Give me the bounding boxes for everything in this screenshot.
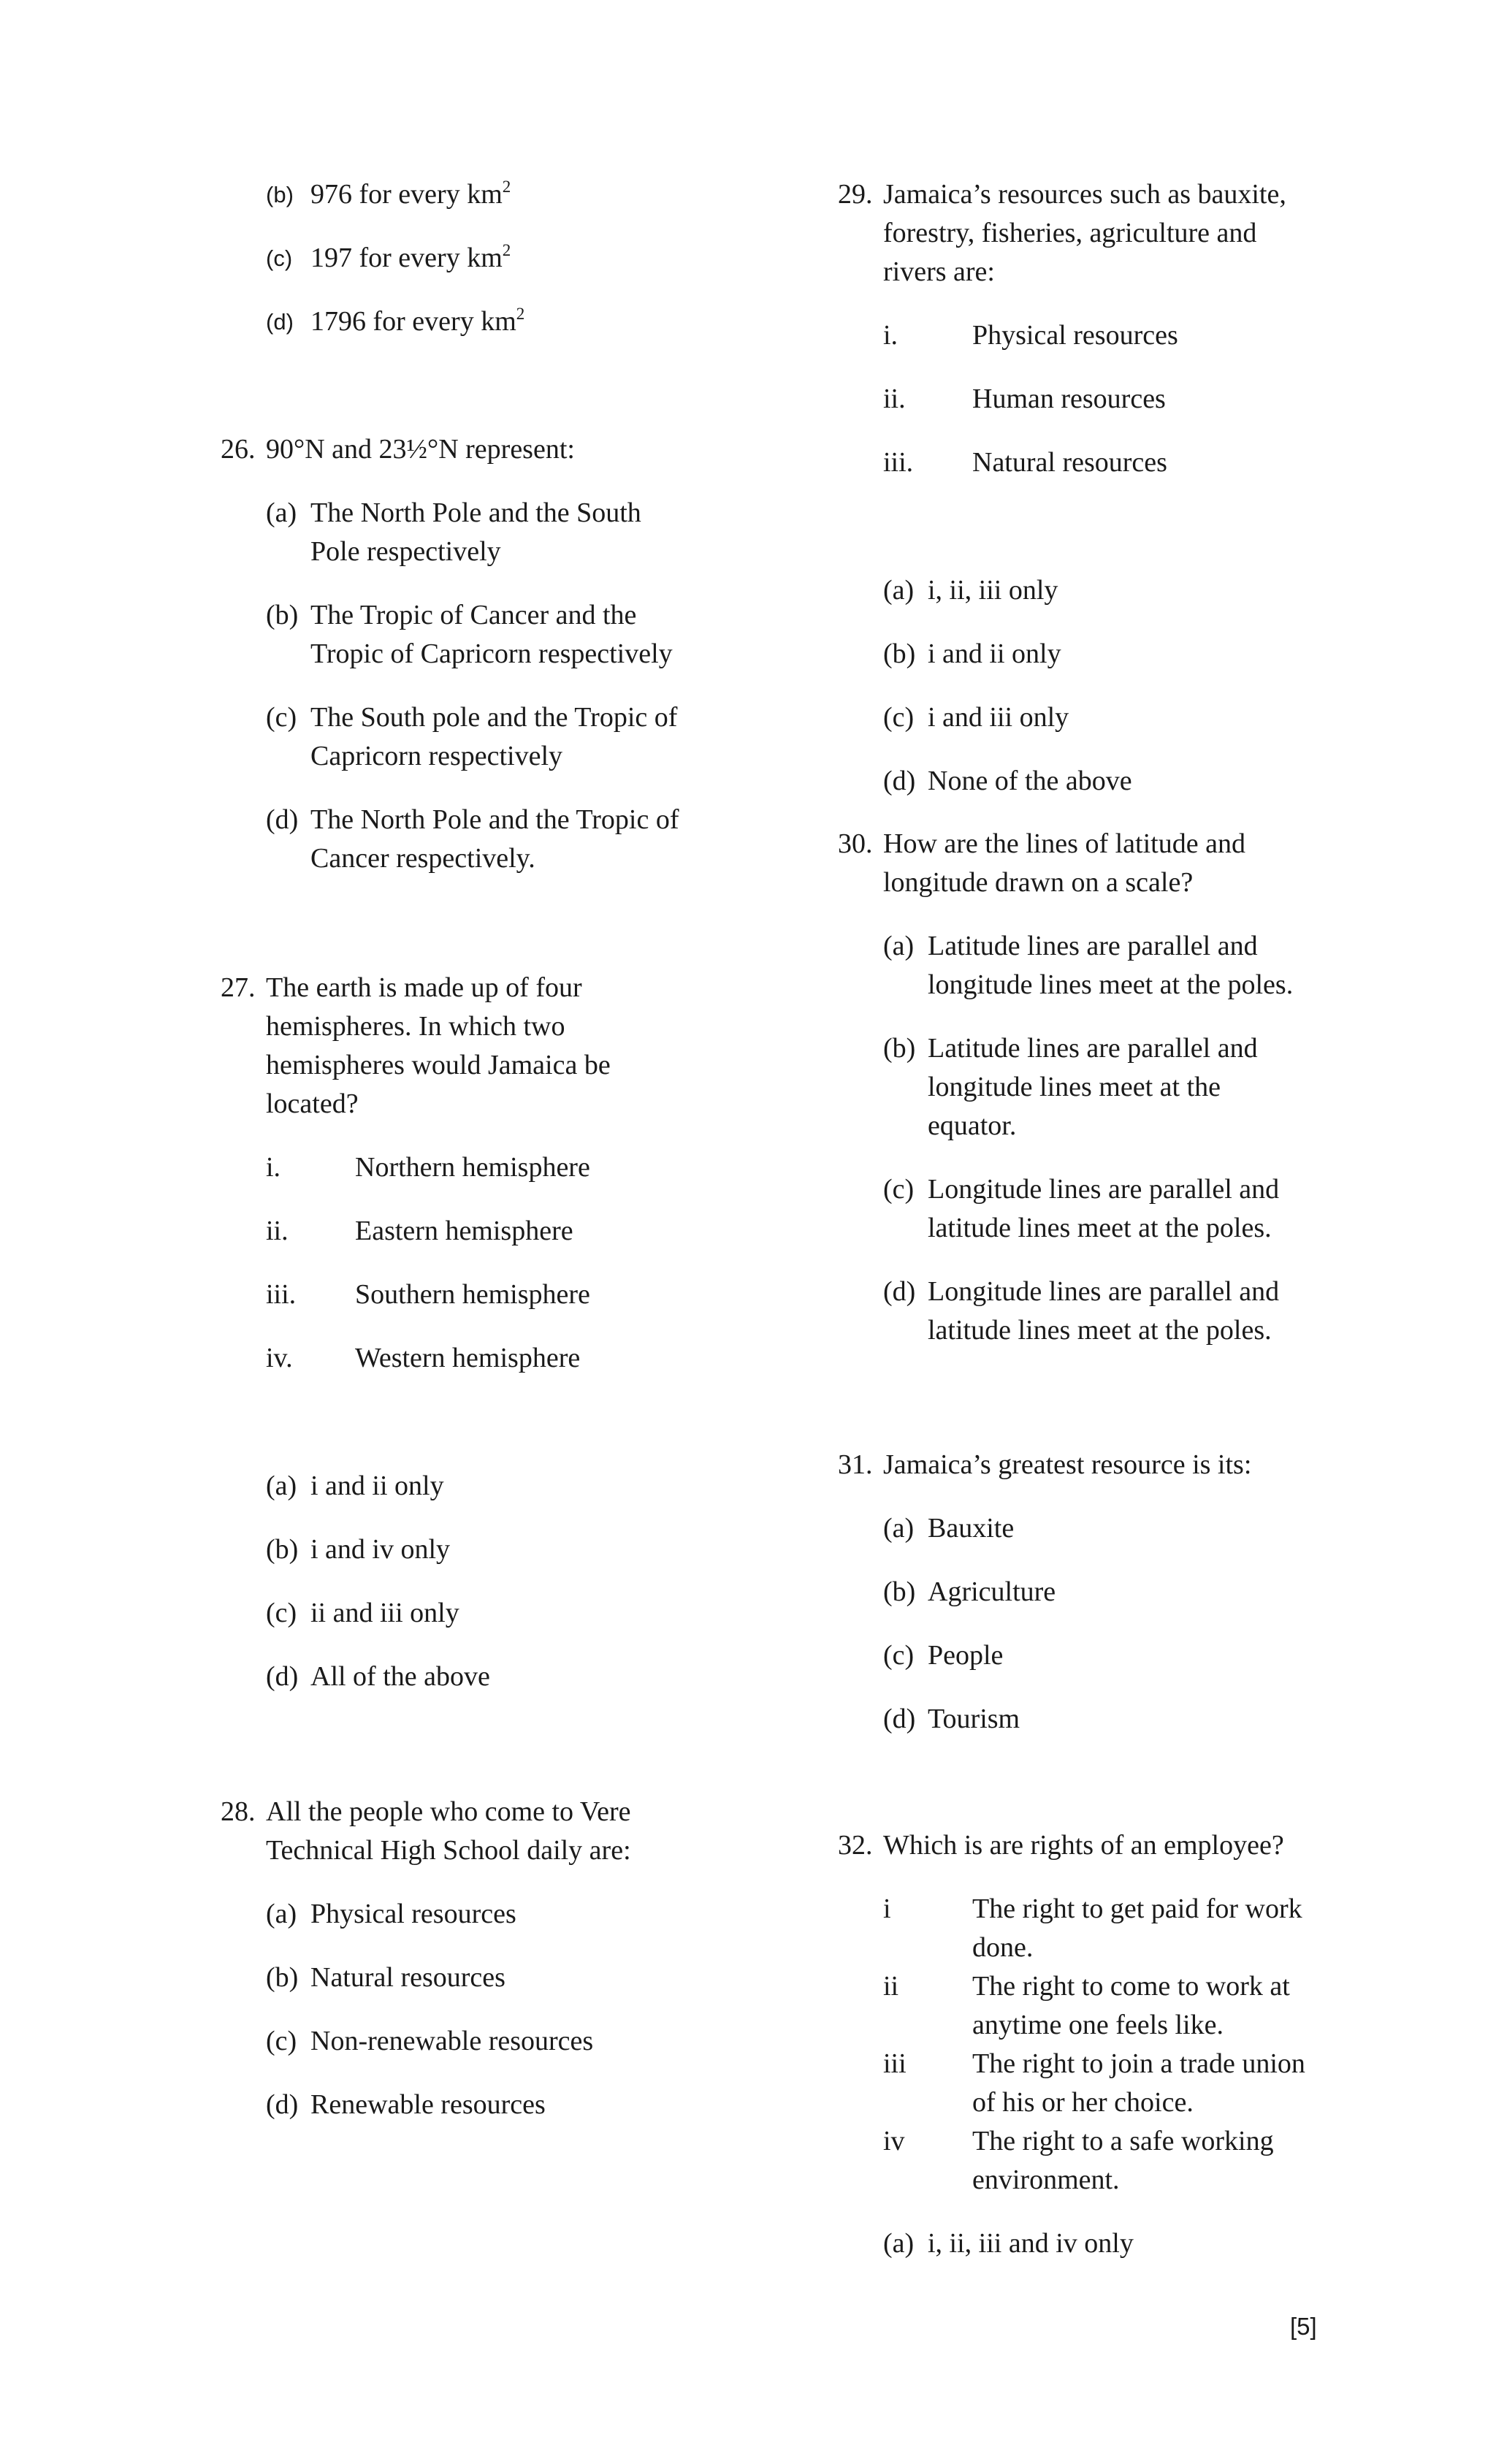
statement-text: Natural resources bbox=[972, 447, 1167, 478]
statement-text: Southern hemisphere bbox=[355, 1279, 590, 1310]
option-text: The North Pole and the Tropic of bbox=[310, 804, 679, 835]
option-label: (c) bbox=[266, 1598, 297, 1628]
option-label: (d) bbox=[266, 804, 299, 835]
statement-label: i. bbox=[883, 320, 898, 351]
question-text: Which is are rights of an employee? bbox=[883, 1830, 1284, 1861]
statement-label: ii. bbox=[883, 384, 906, 414]
option-label: (a) bbox=[883, 931, 915, 961]
option-label: (b) bbox=[883, 1576, 916, 1607]
statement-label: iv bbox=[883, 2126, 905, 2156]
option-text: All of the above bbox=[310, 1661, 490, 1692]
option-label: (d) bbox=[266, 309, 294, 335]
option-label: (c) bbox=[883, 1174, 915, 1205]
option-text: Cancer respectively. bbox=[310, 843, 535, 874]
option-text: i and iv only bbox=[310, 1534, 451, 1565]
question-number: 32. bbox=[838, 1830, 873, 1861]
option-text: None of the above bbox=[928, 766, 1132, 796]
option-label: (a) bbox=[883, 2228, 915, 2259]
option-text: Renewable resources bbox=[310, 2089, 546, 2120]
option-label: (b) bbox=[266, 1534, 299, 1565]
question-text: hemispheres. In which two bbox=[266, 1011, 565, 1042]
statement-text: The right to join a trade union bbox=[972, 2048, 1305, 2079]
statement-label: iv. bbox=[266, 1343, 293, 1373]
option-text: Capricorn respectively bbox=[310, 741, 563, 771]
statement-text: environment. bbox=[972, 2164, 1120, 2195]
question-text: rivers are: bbox=[883, 256, 995, 287]
statement-label: ii. bbox=[266, 1216, 289, 1246]
option-text: i and ii only bbox=[310, 1471, 444, 1501]
option-label: (c) bbox=[883, 702, 915, 733]
option-text: Agriculture bbox=[928, 1576, 1056, 1607]
question-number: 27. bbox=[221, 972, 256, 1003]
statement-label: i bbox=[883, 1893, 891, 1924]
option-text: longitude lines meet at the poles. bbox=[928, 969, 1294, 1000]
option-label: (b) bbox=[266, 182, 294, 207]
question-number: 26. bbox=[221, 434, 256, 465]
question-text: Jamaica’s resources such as bauxite, bbox=[883, 179, 1286, 210]
statement-text: Physical resources bbox=[972, 320, 1178, 351]
superscript: 2 bbox=[502, 241, 511, 259]
option-label: (b) bbox=[266, 1962, 299, 1993]
superscript: 2 bbox=[502, 178, 511, 196]
option-text: i and iii only bbox=[928, 702, 1069, 733]
option-text: Physical resources bbox=[310, 1899, 516, 1929]
question-text: All the people who come to Vere bbox=[266, 1796, 631, 1827]
option-text: i, ii, iii and iv only bbox=[928, 2228, 1134, 2259]
question-text: The earth is made up of four bbox=[266, 972, 582, 1003]
question-number: 29. bbox=[838, 179, 873, 210]
page-number: [5] bbox=[1290, 2313, 1317, 2340]
option-text: Latitude lines are parallel and bbox=[928, 931, 1258, 961]
statement-text: Northern hemisphere bbox=[355, 1152, 590, 1183]
option-label: (b) bbox=[266, 600, 299, 630]
option-text: The North Pole and the South bbox=[310, 497, 641, 528]
option-text: Non-renewable resources bbox=[310, 2026, 594, 2056]
statement-label: iii. bbox=[266, 1279, 297, 1310]
statement-text: The right to a safe working bbox=[972, 2126, 1274, 2156]
option-text: longitude lines meet at the bbox=[928, 1072, 1221, 1102]
option-label: (a) bbox=[883, 1513, 915, 1544]
option-text: People bbox=[928, 1640, 1004, 1671]
question-text: 90°N and 23½°N represent: bbox=[266, 434, 575, 465]
option-text: 1796 for every $km^2$ bbox=[310, 305, 525, 337]
option-label: (d) bbox=[883, 1276, 916, 1307]
option-text: i, ii, iii only bbox=[928, 575, 1058, 606]
option-text: Bauxite bbox=[928, 1513, 1015, 1544]
option-label: (b) bbox=[883, 638, 916, 669]
question-text: How are the lines of latitude and bbox=[883, 828, 1245, 859]
question-number: 31. bbox=[838, 1449, 873, 1480]
statement-text: Human resources bbox=[972, 384, 1166, 414]
statement-text: of his or her choice. bbox=[972, 2087, 1194, 2118]
question-text: longitude drawn on a scale? bbox=[883, 867, 1194, 898]
statement-text: Eastern hemisphere bbox=[355, 1216, 573, 1246]
option-text: Tourism bbox=[928, 1704, 1020, 1734]
option-text: Longitude lines are parallel and bbox=[928, 1174, 1280, 1205]
question-text: Jamaica’s greatest resource is its: bbox=[883, 1449, 1252, 1480]
option-text: Latitude lines are parallel and bbox=[928, 1033, 1258, 1064]
statement-text: Western hemisphere bbox=[355, 1343, 581, 1373]
option-text: Pole respectively bbox=[310, 536, 501, 567]
option-label: (a) bbox=[266, 497, 297, 528]
option-label: (a) bbox=[266, 1899, 297, 1929]
option-label: (c) bbox=[266, 2026, 297, 2056]
superscript: 2 bbox=[516, 305, 525, 323]
statement-text: done. bbox=[972, 1932, 1034, 1963]
statement-text: anytime one feels like. bbox=[972, 2010, 1224, 2040]
option-text: The South pole and the Tropic of bbox=[310, 702, 678, 733]
option-text: Tropic of Capricorn respectively bbox=[310, 638, 673, 669]
option-label: (d) bbox=[883, 1704, 916, 1734]
statement-text: The right to get paid for work bbox=[972, 1893, 1302, 1924]
option-label: (c) bbox=[883, 1640, 915, 1671]
statement-label: iii. bbox=[883, 447, 914, 478]
option-text: The Tropic of Cancer and the bbox=[310, 600, 637, 630]
option-label: (c) bbox=[266, 702, 297, 733]
option-text: equator. bbox=[928, 1110, 1017, 1141]
option-text: 976 for every $km^2$ bbox=[310, 178, 511, 210]
option-label: (d) bbox=[266, 1661, 299, 1692]
question-text: Technical High School daily are: bbox=[266, 1835, 631, 1866]
option-label: (a) bbox=[883, 575, 915, 606]
option-label: (d) bbox=[266, 2089, 299, 2120]
statement-label: iii bbox=[883, 2048, 907, 2079]
option-label: (b) bbox=[883, 1033, 916, 1064]
option-text: Longitude lines are parallel and bbox=[928, 1276, 1280, 1307]
option-text: i and ii only bbox=[928, 638, 1061, 669]
option-text: 197 for every $km^2$ bbox=[310, 241, 511, 273]
option-text: latitude lines meet at the poles. bbox=[928, 1213, 1272, 1243]
option-label: (d) bbox=[883, 766, 916, 796]
option-text: latitude lines meet at the poles. bbox=[928, 1315, 1272, 1346]
question-text: hemispheres would Jamaica be bbox=[266, 1050, 611, 1080]
question-number: 30. bbox=[838, 828, 873, 859]
question-text: forestry, fisheries, agriculture and bbox=[883, 218, 1257, 248]
statement-label: i. bbox=[266, 1152, 281, 1183]
statement-label: ii bbox=[883, 1971, 899, 2002]
question-number: 28. bbox=[221, 1796, 256, 1827]
option-text: Natural resources bbox=[310, 1962, 505, 1993]
option-text: ii and iii only bbox=[310, 1598, 459, 1628]
statement-text: The right to come to work at bbox=[972, 1971, 1290, 2002]
option-label: (a) bbox=[266, 1471, 297, 1501]
option-label: (c) bbox=[266, 245, 293, 271]
question-text: located? bbox=[266, 1088, 359, 1119]
